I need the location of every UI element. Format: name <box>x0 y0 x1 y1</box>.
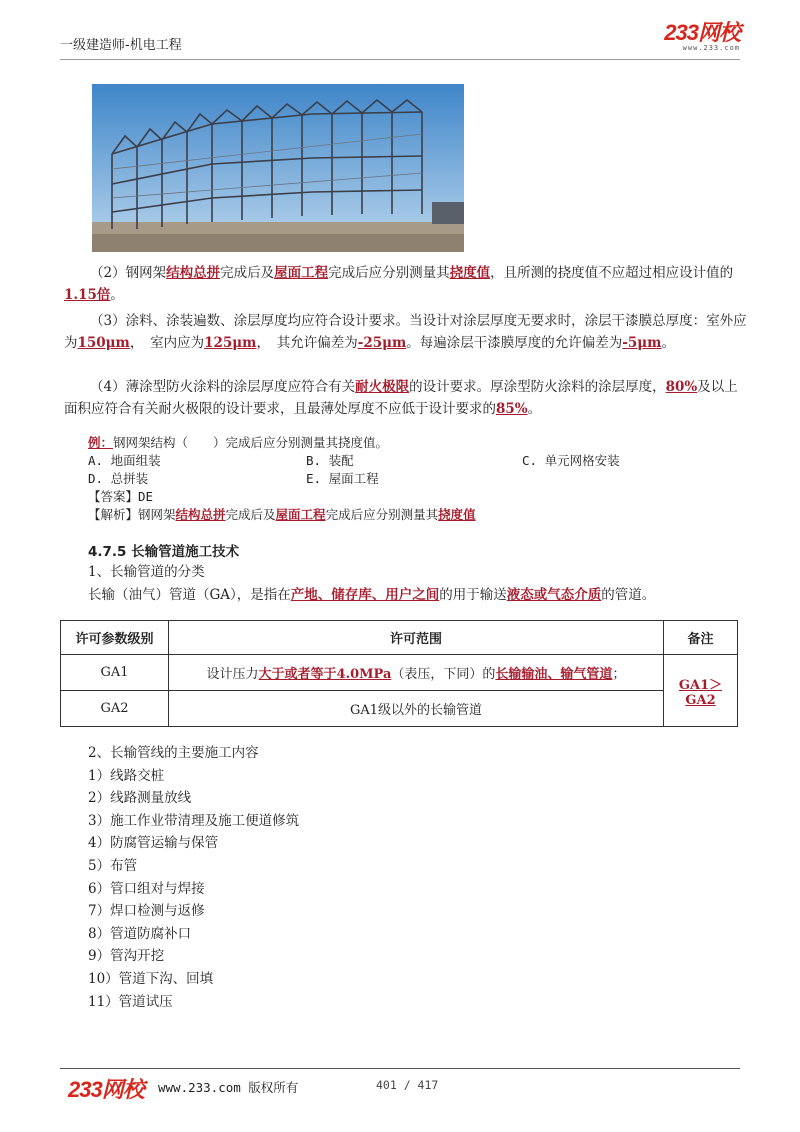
analysis-line <box>88 506 748 524</box>
note-text: GA1＞GA2 <box>678 677 723 708</box>
text-run: 的设计要求。厚涂型防火涂料的涂层厚度， <box>409 379 666 395</box>
list-item: 1）线路交桩 <box>88 767 165 784</box>
highlight-85-percent: 85% <box>496 401 528 417</box>
text-run: 。 <box>527 401 542 417</box>
highlight-ratio: 1.15倍 <box>64 287 111 303</box>
brand-logo <box>664 22 740 53</box>
paragraph-2 <box>64 262 750 306</box>
text-run: 及以上面积应符合有关耐火极限的设计要求，且最薄处厚度不应低于设计要求的 <box>64 379 738 417</box>
highlight-80-percent: 80% <box>665 379 698 395</box>
highlight-fire-rating: 耐火极限 <box>355 379 410 395</box>
options-row-1 <box>88 452 748 470</box>
page-header <box>60 18 740 60</box>
question-text: 钢网架结构（ ）完成后应分别测量其挠度值。 <box>113 435 389 450</box>
highlight-structure-assembly: 结构总拼 <box>175 507 226 522</box>
logo-text: 233网校 <box>664 20 740 45</box>
text-run: （表压，下同）的 <box>391 667 496 682</box>
table-header-row <box>61 621 738 655</box>
header-title: 一级建造师-机电工程 <box>60 38 182 53</box>
highlight-outdoor-thickness: 150μm <box>77 335 130 351</box>
text-run: 。 <box>110 287 124 303</box>
highlight-indoor-thickness: 125μm <box>204 335 257 351</box>
highlight-deflection: 挠度值 <box>449 265 491 281</box>
copyright-text: www.233.com 版权所有 <box>158 1080 299 1095</box>
cell-level: GA1 <box>61 655 169 691</box>
highlight-medium: 液态或气态介质 <box>506 587 602 603</box>
page-number: 401 / 417 <box>376 1078 439 1092</box>
list-item: 5）布管 <box>88 857 138 874</box>
text-run: 的管道。 <box>601 587 656 603</box>
text-run: 设计压力 <box>206 667 259 682</box>
highlight-locations: 产地、储存库、用户之间 <box>290 587 440 603</box>
paragraph-3 <box>64 310 750 354</box>
section-title: 4.7.5 长输管道施工技术 <box>88 544 240 560</box>
highlight-roof-works: 屋面工程 <box>275 507 326 522</box>
text-run: 完成后及 <box>220 265 275 281</box>
option-b: B. 装配 <box>306 453 354 468</box>
text-run: 完成后应分别测量其 <box>325 507 439 522</box>
logo-url: www.233.com <box>682 44 740 52</box>
cell-level: GA2 <box>61 691 169 727</box>
list-item: 7）焊口检测与返修 <box>88 903 205 920</box>
list-item: 4）防腐管运输与保管 <box>88 835 219 852</box>
options-row-2 <box>88 470 748 488</box>
highlight-pressure: 大于或者等于4.0MPa <box>258 667 392 682</box>
highlight-pipeline-type: 长输输油、输气管道 <box>495 667 613 682</box>
text-run: 完成后及 <box>225 507 276 522</box>
text-run: （2）钢网架 <box>90 265 167 281</box>
list-item: 3）施工作业带清理及施工便道修筑 <box>88 812 300 829</box>
answer-line: 【答案】DE <box>88 489 154 504</box>
cell-note <box>664 655 738 727</box>
text-run: 。每遍涂层干漆膜厚度的允许偏差为 <box>406 335 623 351</box>
page-footer <box>60 1068 740 1102</box>
text-run: ， 室内应为 <box>129 335 205 351</box>
footer-logo: 233网校 <box>68 1077 144 1102</box>
example-label: 例： <box>88 435 114 450</box>
table-row <box>61 691 738 727</box>
cell-scope: GA1级以外的长输管道 <box>169 691 664 727</box>
highlight-roof-works: 屋面工程 <box>274 265 329 281</box>
text-run: （3）涂料、涂装遍数、涂层厚度均应符合设计要求。当设计对涂层厚度无要求时，涂层干漆膜总厚度：室外应为 <box>64 313 747 351</box>
subsection-title: 1、长输管道的分类 <box>88 564 205 580</box>
text-run: （4）薄涂型防火涂料的涂层厚度应符合有关 <box>90 379 356 395</box>
header-scope: 许可范围 <box>169 621 664 655</box>
option-c: C. 单元网格安装 <box>522 453 620 468</box>
list-item: 2）线路测量放线 <box>88 790 192 807</box>
text-run: 长输（油气）管道（GA），是指在 <box>88 587 291 603</box>
question-line <box>88 434 748 452</box>
text-run: 完成后应分别测量其 <box>328 265 450 281</box>
list-item: 10）管道下沟、回填 <box>88 970 214 987</box>
option-a: A. 地面组装 <box>88 453 161 468</box>
paragraph-4 <box>64 376 750 420</box>
highlight-layer-deviation: -5μm <box>622 335 662 351</box>
text-run: 。 <box>661 335 675 351</box>
option-d: D. 总拼装 <box>88 471 149 486</box>
list-item: 11）管道试压 <box>88 993 173 1010</box>
text-run: ，且所测的挠度值不应超过相应设计值的 <box>490 265 734 281</box>
pipeline-definition <box>88 584 748 606</box>
highlight-total-deviation: -25μm <box>357 335 407 351</box>
header-note: 备注 <box>664 621 738 655</box>
text-run: ； <box>612 667 626 682</box>
example-question <box>88 434 748 524</box>
highlight-deflection: 挠度值 <box>438 507 476 522</box>
text-run: ， 其允许偏差为 <box>256 335 358 351</box>
cell-scope <box>169 655 664 691</box>
list-item: 9）管沟开挖 <box>88 948 165 965</box>
text-run: 的用于输送 <box>439 587 507 603</box>
option-e: E. 屋面工程 <box>306 471 379 486</box>
steel-structure-photo <box>92 84 464 252</box>
construction-list <box>88 742 299 1013</box>
list-title: 2、长输管线的主要施工内容 <box>88 745 259 761</box>
list-item: 6）管口组对与焊接 <box>88 880 205 897</box>
header-level: 许可参数级别 <box>61 621 169 655</box>
table-row <box>61 655 738 691</box>
list-item: 8）管道防腐补口 <box>88 925 192 942</box>
steel-frame-illustration <box>92 84 464 252</box>
highlight-structure-assembly: 结构总拼 <box>166 265 221 281</box>
permit-table <box>60 620 738 727</box>
text-run: 【解析】钢网架 <box>88 507 176 522</box>
